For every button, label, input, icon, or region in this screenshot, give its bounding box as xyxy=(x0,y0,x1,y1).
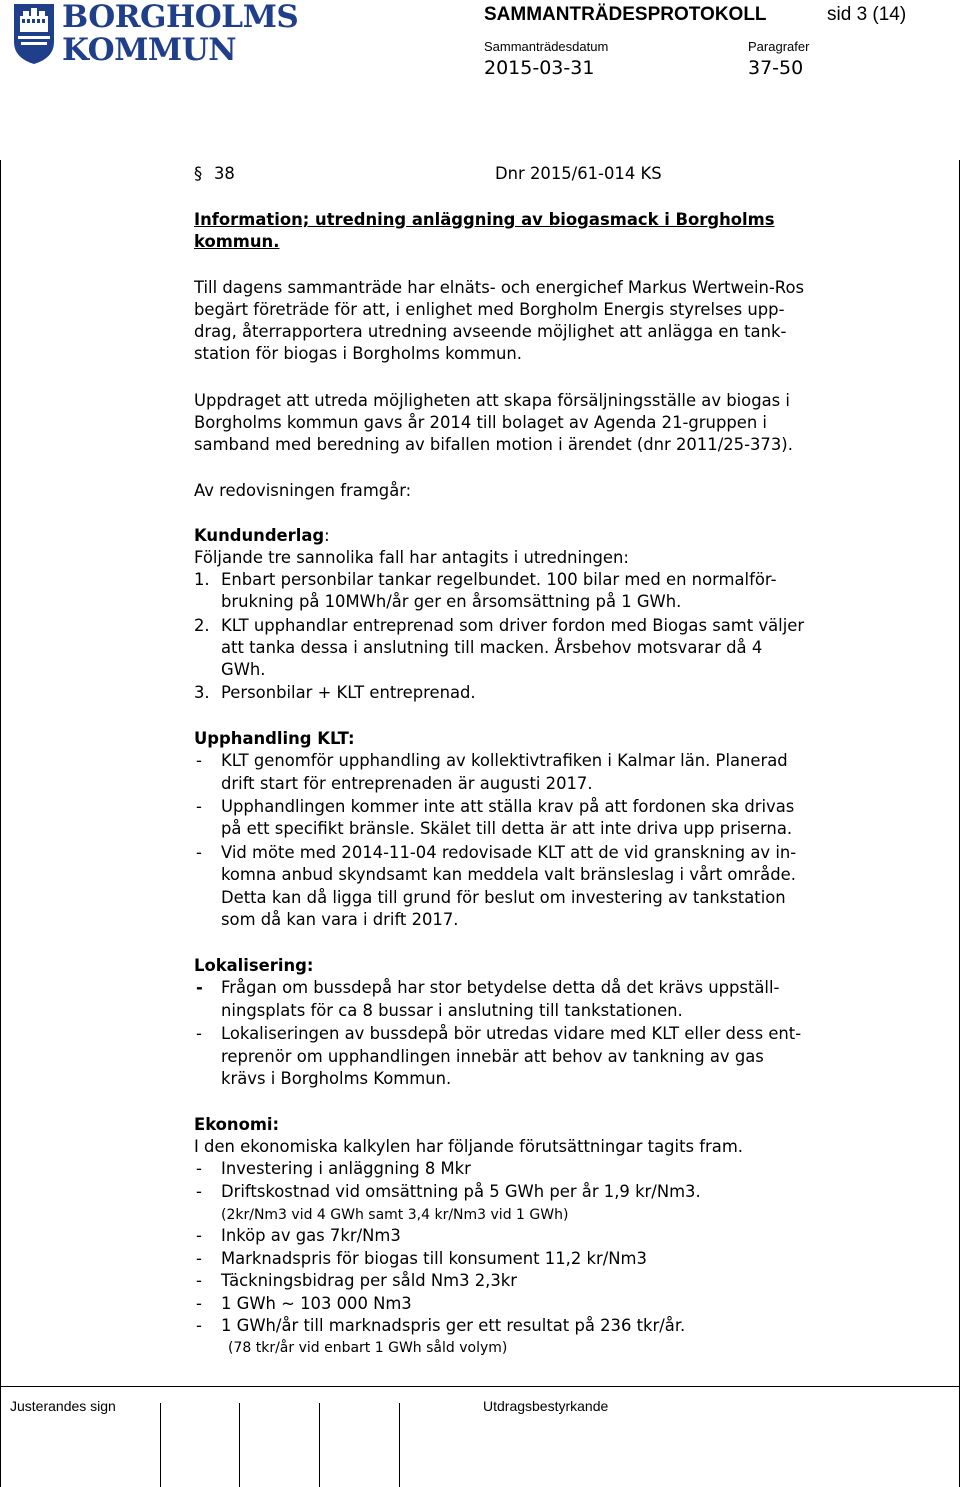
list-item-line: Driftskostnad vid omsättning på 5 GWh per år 1,9 kr/Nm3. xyxy=(221,1182,701,1201)
list-item-line: att tanka dessa i anslutning till macken. Årsbehov motsvarar då 4 xyxy=(221,638,763,657)
list-item-line: ningsplats för ca 8 bussar i anslutning till tankstationen. xyxy=(221,1001,683,1020)
list-item-line: Lokaliseringen av bussdepå bör utredas vidare med KLT eller dess ent- xyxy=(221,1024,802,1043)
intro-line: station för biogas i Borgholms kommun. xyxy=(194,344,522,363)
list-marker: - xyxy=(196,797,202,816)
list-item-note: (78 tkr/år vid enbart 1 GWh såld volym) xyxy=(228,1340,508,1356)
meeting-date: 2015-03-31 xyxy=(484,57,595,79)
list-item-line: Vid möte med 2014-11-04 redovisade KLT att de vid granskning av in- xyxy=(221,843,797,862)
list-item-line: Inköp av gas 7kr/Nm3 xyxy=(221,1226,401,1245)
customer-heading-text: Kundunderlag xyxy=(194,526,325,545)
signature-box-divider xyxy=(160,1403,161,1487)
list-item-line: komna anbud skyndsamt kan meddela valt bränsleslag i vårt område. xyxy=(221,865,796,884)
list-marker: - xyxy=(196,1249,202,1268)
customer-lead: Följande tre sannolika fall har antagits i utredningen: xyxy=(194,548,629,567)
list-item-line: Upphandlingen kommer inte att ställa krav på att fordonen ska drivas xyxy=(221,797,795,816)
logo-line-1: BORGHOLMS xyxy=(62,0,299,35)
paragraphs-label: Paragrafer xyxy=(748,39,810,54)
footer-extract-label: Utdragsbestyrkande xyxy=(483,1398,609,1414)
meeting-date-label: Sammanträdesdatum xyxy=(484,39,609,54)
intro-line: Till dagens sammanträde har elnäts- och energichef Markus Wertwein-Ros xyxy=(194,278,805,297)
list-item-line: KLT upphandlar entreprenad som driver fordon med Biogas samt väljer xyxy=(221,616,805,635)
location-heading: Lokalisering: xyxy=(194,956,314,975)
list-marker: - xyxy=(196,843,202,862)
list-item-line: GWh. xyxy=(221,660,266,679)
list-marker: - xyxy=(196,1024,202,1043)
economy-lead: I den ekonomiska kalkylen har följande förutsättningar tagits fram. xyxy=(194,1137,743,1156)
case-number: 38 xyxy=(214,164,235,183)
list-marker: - xyxy=(196,978,203,997)
document-title: SAMMANTRÄDESPROTOKOLL xyxy=(484,4,767,25)
list-item-note: (2kr/Nm3 vid 4 GWh samt 3,4 kr/Nm3 vid 1 GWh) xyxy=(221,1207,569,1223)
list-item-line: på ett specifikt bränsle. Skälet till detta är att inte driva upp priserna. xyxy=(221,819,793,838)
intro-line: begärt företräde för att, i enlighet med Borgholm Energis styrelses upp- xyxy=(194,300,785,319)
list-item-line: drift start för entreprenaden är augusti 2017. xyxy=(221,774,593,793)
assignment-line: Borgholms kommun gavs år 2014 till bolaget av Agenda 21-gruppen i xyxy=(194,413,767,432)
left-margin-line xyxy=(0,160,1,1487)
list-marker: 2. xyxy=(194,616,210,635)
signature-box-divider xyxy=(319,1403,320,1487)
list-item-line: Enbart personbilar tankar regelbundet. 100 bilar med en normalför- xyxy=(221,570,777,589)
list-item-line: Täckningsbidrag per såld Nm3 2,3kr xyxy=(221,1271,518,1290)
customer-heading-colon: : xyxy=(324,526,330,545)
assignment-line: samband med beredning av bifallen motion i ärendet (dnr 2011/25-373). xyxy=(194,435,793,454)
list-item-line: brukning på 10MWh/år ger en årsomsättning på 1 GWh. xyxy=(221,592,682,611)
list-item-line: KLT genomför upphandling av kollektivtrafiken i Kalmar län. Planerad xyxy=(221,751,788,770)
list-marker: - xyxy=(196,1271,202,1290)
list-item-line: Marknadspris för biogas till konsument 11,2 kr/Nm3 xyxy=(221,1249,647,1268)
economy-heading: Ekonomi: xyxy=(194,1115,280,1134)
list-item-line: Frågan om bussdepå har stor betydelse detta då det krävs uppställ- xyxy=(221,978,780,997)
list-marker: - xyxy=(196,1182,202,1201)
list-marker: - xyxy=(196,1316,202,1335)
list-item-line: 1 GWh/år till marknadspris ger ett resultat på 236 tkr/år. xyxy=(221,1316,686,1335)
municipality-crest-icon xyxy=(12,2,56,66)
case-title-line-2: kommun. xyxy=(194,232,280,251)
assignment-line: Uppdraget att utreda möjligheten att skapa försäljningsställe av biogas i xyxy=(194,391,790,410)
list-marker: - xyxy=(196,1159,202,1178)
customer-heading xyxy=(194,525,330,548)
list-marker: - xyxy=(196,1226,202,1245)
list-item-line: Detta kan då ligga till grund för beslut om investering av tankstation xyxy=(221,888,786,907)
footer-top-line xyxy=(0,1386,960,1387)
case-title-line-1: Information; utredning anläggning av biogasmack i Borgholms xyxy=(194,210,775,229)
paragraph-symbol: § xyxy=(194,164,203,183)
signature-box-divider xyxy=(399,1403,400,1487)
list-item-line: reprenör om upphandlingen innebär att behov av tankning av gas xyxy=(221,1047,764,1066)
list-marker: - xyxy=(196,1294,202,1313)
list-item-line: som då kan vara i drift 2017. xyxy=(221,910,459,929)
list-marker: - xyxy=(196,751,202,770)
case-dnr: Dnr 2015/61-014 KS xyxy=(495,164,662,183)
signature-box-divider xyxy=(239,1403,240,1487)
list-marker: 3. xyxy=(194,683,210,702)
procurement-heading: Upphandling KLT: xyxy=(194,729,355,748)
report-intro: Av redovisningen framgår: xyxy=(194,481,412,500)
footer-sign-label: Justerandes sign xyxy=(10,1398,116,1414)
intro-line: drag, återrapportera utredning avseende möjlighet att anlägga en tank- xyxy=(194,322,787,341)
page-number: sid 3 (14) xyxy=(827,4,907,25)
list-item-line: 1 GWh ~ 103 000 Nm3 xyxy=(221,1294,412,1313)
list-item-line: Investering i anläggning 8 Mkr xyxy=(221,1159,471,1178)
list-marker: 1. xyxy=(194,570,210,589)
logo-line-2: KOMMUN xyxy=(62,32,237,68)
list-item-line: Personbilar + KLT entreprenad. xyxy=(221,683,476,702)
paragraphs-range: 37-50 xyxy=(748,57,804,79)
list-item-line: krävs i Borgholms Kommun. xyxy=(221,1069,452,1088)
